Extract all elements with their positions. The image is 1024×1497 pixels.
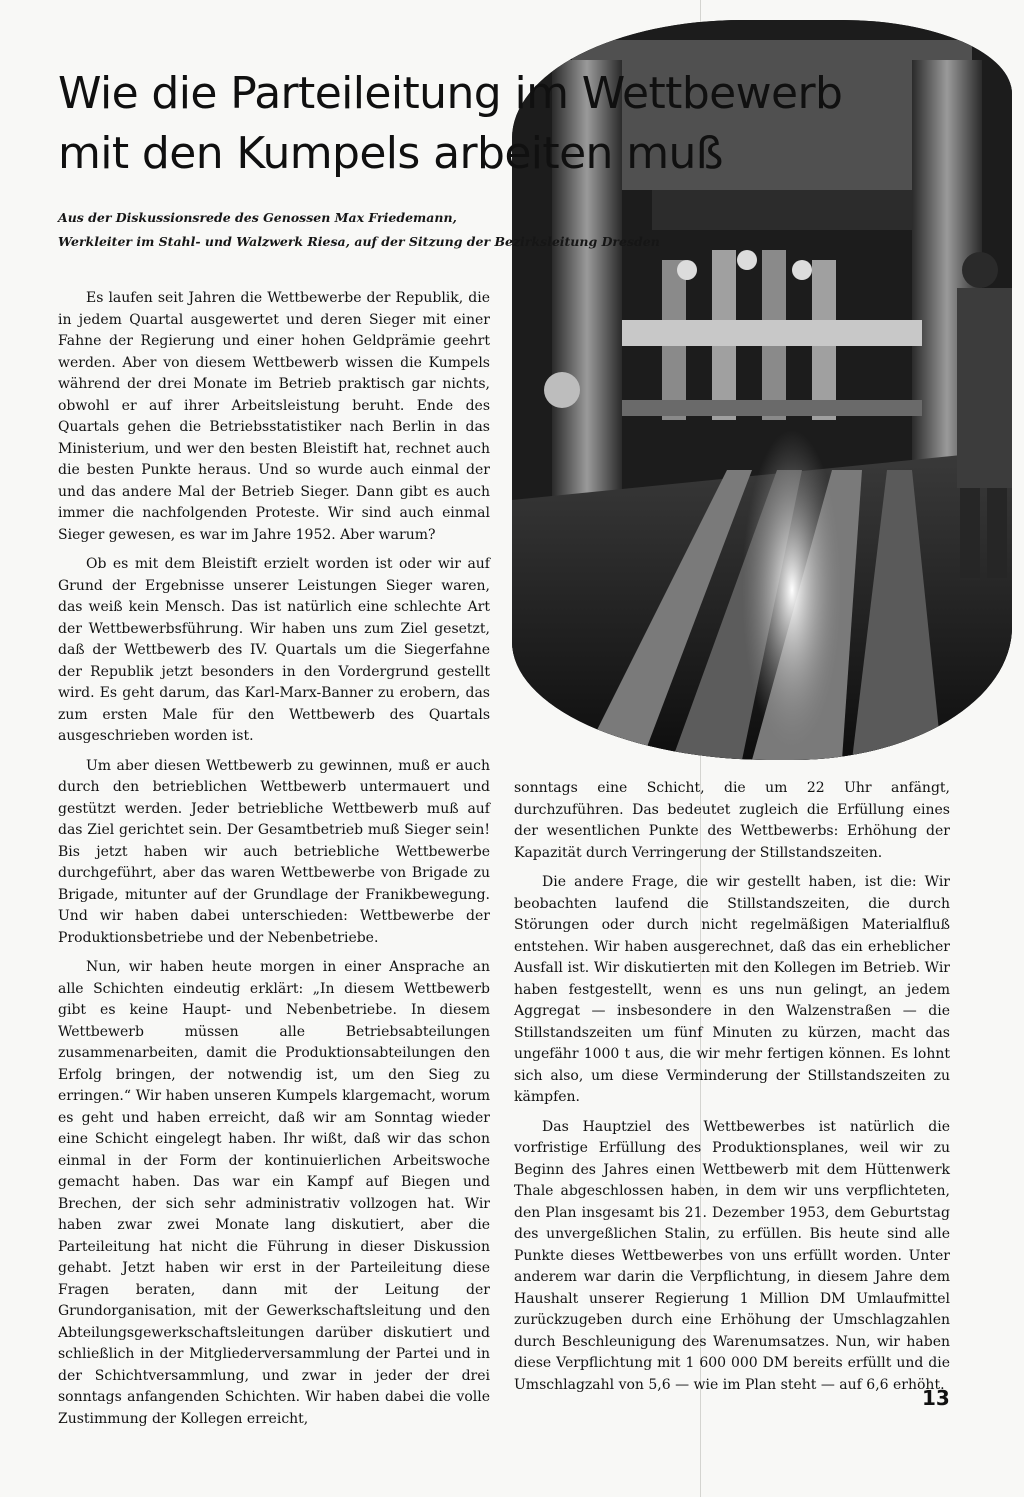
paragraph: Ob es mit dem Bleistift erzielt worden ist oder wir auf Grund der Ergebnisse unserer Leistungen Sieger waren, das weiß kein Mensch. Das ist natürlich eine schlechte Art der Wettbewerbsführung. Wir haben uns zum Ziel gesetzt, daß der Wettbewerb des IV. Quartals um die Siegerfahne der Republik jetzt besonders in den Vordergrund gestellt wird. Es geht darum, das Karl-Marx-Banner zu erobern, das zum ersten Male für den Wettbewerb des Quartals ausgeschrieben worden ist. bbox=[58, 556, 490, 744]
paragraph: Es laufen seit Jahren die Wettbewerbe der Republik, die in jedem Quartal ausgewertet und deren Sieger mit einer Fahne der Regierung und einer hohen Geldprämie geehrt werden. Aber von diesem Wettbewerb wissen die Kumpels während der drei Monate im Betrieb praktisch gar nichts, obwohl er auf ihrer Arbeitsleistung beruht. Ende des Quartals gehen die Betriebsstatistiker nach Berlin in das Ministerium, und wer den besten Bleistift hat, rechnet auch die besten Punkte heraus. Und so wurde auch einmal der und das andere Mal der Betrieb Sieger. Dann gibt es auch immer die nachfolgenden Proteste. Wir sind auch einmal Sieger gewesen, es war im Jahre 1952. Aber warum? bbox=[58, 290, 490, 543]
article-column-left bbox=[58, 288, 490, 1438]
page-number: 13 bbox=[922, 1386, 950, 1410]
mill-arch bbox=[652, 190, 932, 230]
paragraph: Die andere Frage, die wir gestellt haben, ist die: Wir beobachten laufend die Stillstandszeiten, die durch Störungen oder durch nicht regelmäßigen Materialfluß entstehen. Wir haben ausgerechnet, daß das ein erheblicher Ausfall ist. Wir diskutierten mit den Kollegen im Betrieb. Wir haben festgestellt, wenn es uns nun gelingt, an jedem Aggregat — insbesondere in den Walzenstraßen — die Stillstandszeiten um fünf Minuten zu kürzen, macht das ungefähr 1000 t aus, die wir mehr fertigen können. Es lohnt sich also, um diese Verminderung der Stillstandszeiten zu kämpfen. bbox=[514, 874, 950, 1105]
paragraph: sonntags eine Schicht, die um 22 Uhr anfängt, durchzuführen. Das bedeutet zugleich die Erfüllung eines der wesentlichen Punkte des Wettbewerbs: Erhöhung der Kapazität durch Verringerung der Stillstandszeiten. bbox=[514, 780, 950, 861]
paragraph: Um aber diesen Wettbewerb zu gewinnen, muß er auch durch den betrieblichen Wettbewerb untermauert und gestützt werden. Jeder betriebliche Wettbewerb muß auf das Ziel gerichtet sein. Der Gesamtbetrieb muß Sieger sein! Bis jetzt haben wir auch betriebliche Wettbewerbe durchgeführt, aber das waren Wettbewerbe von Brigade zu Brigade, mitunter auf der Grundlage der Franikbewegung. Und wir haben dabei unterschieden: Wettbewerbe der Produktionsbetriebe und der Nebenbetriebe. bbox=[58, 757, 490, 946]
paragraph: Nun, wir haben heute morgen in einer Ansprache an alle Schichten eindeutig erklärt: „In diesem Wettbewerb gibt es keine Haupt- und Nebenbetriebe. In diesem Wettbewerb müssen alle Betriebsabteilungen zusammenarbeiten, damit die Produktionsabteilungen den Erfolg bringen, der notwendig ist, um den Sieg zu erringen.“ Wir haben unseren Kumpels klargemacht, worum es geht und haben erreicht, daß wir am Sonntag wieder eine Schicht eingelegt haben. Ihr wißt, daß wir das schon einmal in der Form der kontinuierlichen Arbeitswoche gemacht haben. Das war ein Kampf auf Biegen und Brechen, der sich sehr administrativ vollzogen hat. Wir haben zwar zwei Monate lang diskutiert, aber die Parteileitung hat nicht die Führung in dieser Diskussion gehabt. Jetzt haben wir erst in der Parteileitung diese Fragen beraten, dann mit der Leitung der Grundorganisation, mit der Gewerkschaftsleitung und den Abteilungsgewerkschaftsleitungen darüber diskutiert und schließlich in der Mitgliederversammlung der Partei und in der Schichtversammlung, und zwar in jeder der drei sonntags anfangenden Schichten. Wir haben dabei die volle Zustimmung der Kollegen erreicht, bbox=[58, 959, 490, 1427]
headline bbox=[58, 64, 843, 184]
subtitle bbox=[58, 206, 660, 254]
headline-line-2: mit den Kumpels arbeiten muß bbox=[58, 128, 723, 179]
paragraph: Das Hauptziel des Wettbewerbes ist natürlich die vorfristige Erfüllung des Produktionsplanes, weil wir zu Beginn des Jahres einen Wettbewerb mit dem Hüttenwerk Thale abgeschlossen haben, in dem wir uns verpflichteten, den Plan insgesamt bis 21. Dezember 1953, dem Geburtstag des unvergeßlichen Stalin, zu erfüllen. Bis heute sind alle Punkte dieses Wettbewerbes von uns erfüllt worden. Unter anderem war darin die Verpflichtung, in diesem Jahre dem Haushalt unserer Regierung 1 Million DM Umlaufmittel zurückzugeben durch eine Erhöhung der Umschlagzahlen durch Beschleunigung des Warenumsatzes. Nun, wir haben diese Verpflichtung mit 1 600 000 DM bereits erfüllt und die Umschlagzahl von 5,6 — wie im Plan steht — auf 6,6 erhöht. bbox=[514, 1118, 950, 1393]
glowing-billet bbox=[742, 430, 842, 750]
subtitle-line-1: Aus der Diskussionsrede des Genossen Max Friedemann, bbox=[58, 210, 457, 225]
headline-line-1: Wie die Parteileitung im Wettbewerb bbox=[58, 68, 843, 119]
article-column-right bbox=[514, 778, 950, 1404]
subtitle-line-2: Werkleiter im Stahl- und Walzwerk Riesa, auf der Sitzung der Bezirksleitung Dresden bbox=[58, 234, 660, 249]
